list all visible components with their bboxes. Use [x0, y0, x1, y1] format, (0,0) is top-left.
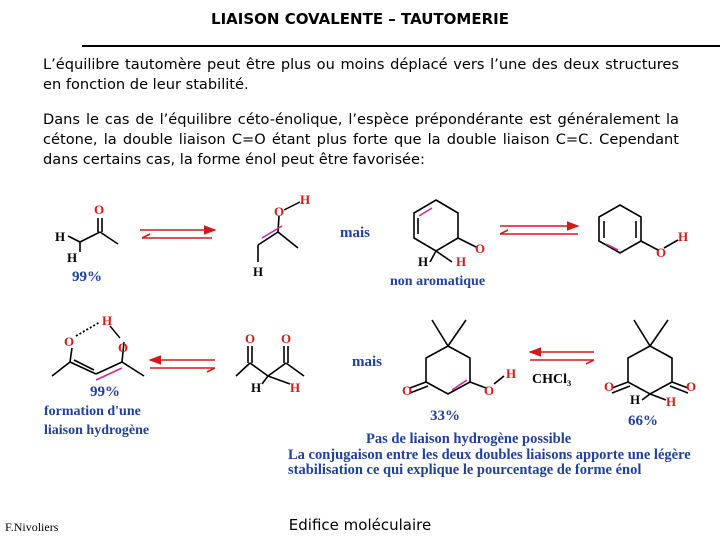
- hydrogen-label: H: [630, 392, 641, 407]
- non-aromatic-label: non aromatique: [390, 274, 486, 289]
- oxygen-label: O: [118, 340, 129, 355]
- oxygen-label: O: [281, 331, 292, 346]
- hydrogen-label: H: [251, 380, 262, 395]
- oxygen-label: O: [656, 245, 667, 260]
- hydrogen-label: H: [290, 380, 301, 395]
- cyclohexadienone-structure: [414, 200, 476, 262]
- hydrogen-label: H: [418, 254, 429, 269]
- oxygen-label: O: [475, 241, 486, 256]
- explanation-note: [288, 432, 713, 479]
- hydrogen-label: H: [253, 264, 264, 279]
- oxygen-label: O: [274, 204, 285, 219]
- hbond-label-line2: liaison hydrogène: [44, 423, 150, 438]
- oxygen-label: O: [245, 331, 256, 346]
- note-line-1: Pas de liaison hydrogène possible: [366, 431, 572, 447]
- hydrogen-label: H: [506, 366, 517, 381]
- hydrogen-label: H: [300, 192, 311, 207]
- diketone-structure: [236, 346, 304, 384]
- oxygen-label: O: [94, 202, 105, 217]
- enol-structure-1: [258, 216, 298, 262]
- hydrogen-label: H: [55, 229, 66, 244]
- note-line-2: La conjugaison entre les deux doubles liaisons apporte une légère stabilisation ce qui explique le pourcentage de forme énol: [288, 446, 691, 478]
- page-title: LIAISON COVALENTE – TAUTOMERIE: [211, 10, 509, 28]
- course-title: Edifice moléculaire: [288, 516, 432, 534]
- keto-percentage-dimedone: 66%: [628, 413, 658, 429]
- hydrogen-label: H: [666, 394, 677, 409]
- hydrogen-label: H: [102, 313, 113, 328]
- oxygen-label: O: [484, 383, 495, 398]
- hydrogen-label: H: [456, 254, 467, 269]
- hydrogen-label: H: [67, 250, 78, 265]
- oxygen-label: O: [64, 334, 75, 349]
- hbond-label-line1: formation d'une: [44, 404, 141, 419]
- solvent-label: CHCl₃: [532, 372, 572, 387]
- dimedone-keto-structure: [612, 320, 688, 400]
- mais-label: mais: [340, 225, 370, 241]
- mais-label: mais: [352, 354, 382, 370]
- paragraph-equilibrium: L’équilibre tautomère peut être plus ou moins déplacé vers l’une des deux structures en fonction de leur stabilité.: [43, 56, 679, 93]
- oxygen-label: O: [402, 383, 413, 398]
- author-label: F.Nivoliers: [5, 520, 59, 534]
- oxygen-label: O: [686, 379, 697, 394]
- hydrogen-label: H: [678, 229, 689, 244]
- paragraph-keto-enol: Dans le cas de l’équilibre céto-énolique, l’espèce prépondérante est généralement la cétone, la double liaison C=O étant plus forte que la double liaison C=C. Cependant dans certains cas, la forme énol peut être favorisée:: [43, 111, 679, 168]
- keto-structure-1: [68, 218, 118, 252]
- keto-percentage: 99%: [72, 269, 102, 285]
- enol-percentage-dimedone: 33%: [430, 408, 460, 424]
- oxygen-label: O: [604, 379, 615, 394]
- enol-percentage: 99%: [90, 384, 120, 400]
